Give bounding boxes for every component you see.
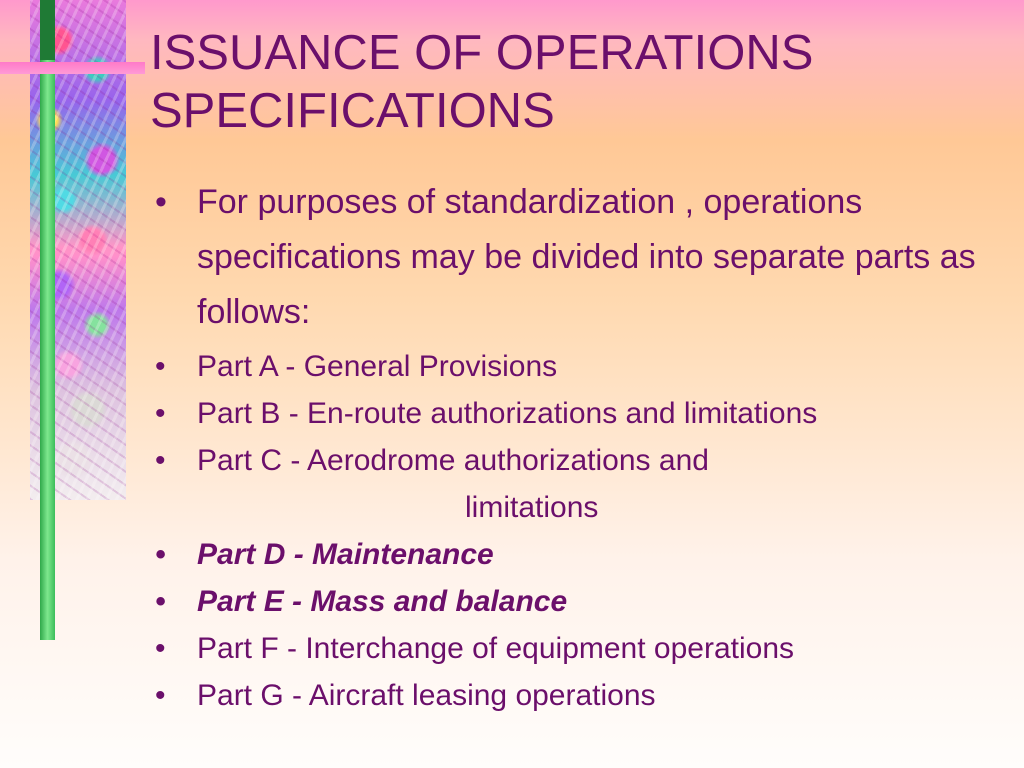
bullet-part-e	[155, 578, 1005, 625]
slide-title: ISSUANCE OF OPERATIONS SPECIFICATIONS	[150, 26, 814, 138]
bullet-icon: •	[155, 444, 166, 477]
bullet-text: For purposes of standardization , operations specifications may be divided into separate parts as follows:	[197, 183, 976, 331]
bullet-icon: •	[155, 538, 166, 571]
bullet-icon: •	[155, 183, 167, 221]
bullet-text-continuation: limitations	[465, 491, 599, 524]
bullet-text: Part G - Aircraft leasing operations	[197, 679, 656, 712]
bullet-text: Part E - Mass and balance	[197, 585, 568, 618]
bullet-part-g	[155, 672, 1005, 719]
bullet-intro	[155, 175, 1005, 340]
decorative-green-bar	[40, 0, 55, 640]
bullet-part-f	[155, 625, 1005, 672]
bullet-text: Part D - Maintenance	[197, 538, 494, 571]
bullet-icon: •	[155, 679, 166, 712]
bullet-text: Part A - General Provisions	[197, 350, 558, 383]
bullet-text: Part B - En-route authorizations and limitations	[197, 397, 818, 430]
bullet-part-a	[155, 343, 1005, 390]
bullet-text: Part C - Aerodrome authorizations and	[197, 444, 709, 477]
bullet-icon: •	[155, 397, 166, 430]
bullet-text: Part F - Interchange of equipment operations	[197, 632, 795, 665]
bullet-part-d	[155, 531, 1005, 578]
bullet-icon: •	[155, 585, 166, 618]
decorative-pink-bar	[0, 62, 145, 74]
bullet-icon: •	[155, 350, 166, 383]
bullet-list	[155, 175, 1005, 719]
bullet-icon: •	[155, 632, 166, 665]
decorative-green-bar-top	[40, 0, 55, 60]
bullet-part-b	[155, 390, 1005, 437]
bullet-part-c	[155, 437, 1005, 531]
